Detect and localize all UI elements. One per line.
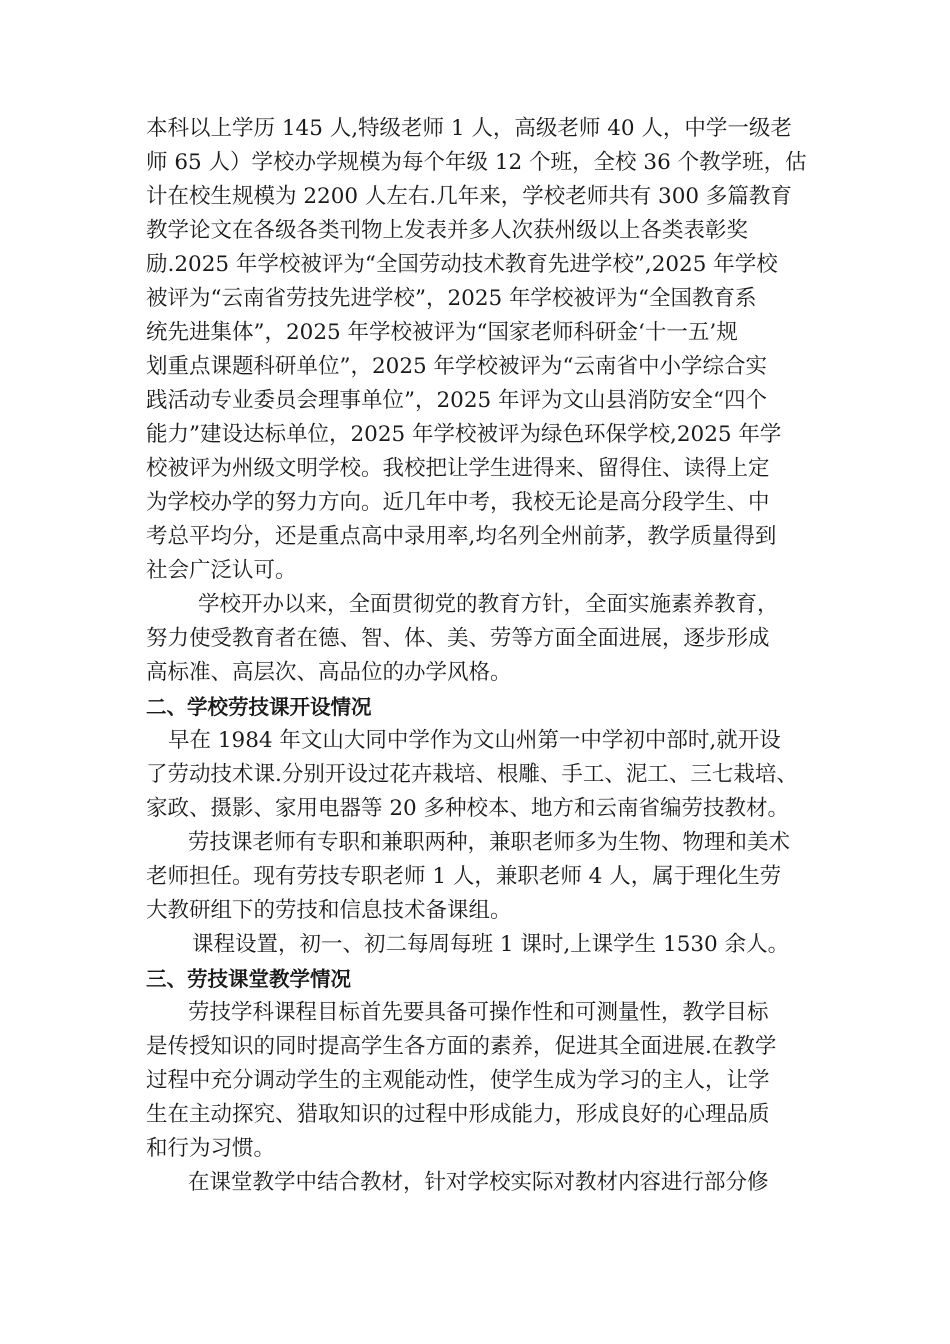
text-line: 本科以上学历 145 人,特级老师 1 人，高级老师 40 人，中学一级老 bbox=[146, 116, 792, 141]
text-line: 为学校办学的努力方向。近几年中考，我校无论是高分段学生、中 bbox=[146, 490, 770, 515]
paragraph-teaching-goals bbox=[146, 996, 814, 1166]
text-line: 早在 1984 年文山大同中学作为文山州第一中学初中部时,就开设 bbox=[168, 728, 781, 753]
text-line: 生在主动探究、猎取知识的过程中形成能力，形成良好的心理品质 bbox=[146, 1102, 770, 1127]
text-line: 校被评为州级文明学校。我校把让学生进得来、留得住、读得上定 bbox=[146, 456, 770, 481]
paragraph-school-philosophy bbox=[146, 588, 814, 690]
paragraph-classroom-teaching bbox=[146, 1166, 814, 1200]
text-line: 是传授知识的同时提高学生各方面的素养，促进其全面进展.在教学 bbox=[146, 1034, 777, 1059]
text-line: 老师担任。现有劳技专职老师 1 人，兼职老师 4 人，属于理化生劳 bbox=[146, 864, 782, 889]
text-line: 统先进集体”，2025 年学校被评为“国家老师科研金‘十一五’规 bbox=[146, 320, 738, 345]
text-line: 能力”建设达标单位，2025 年学校被评为绿色环保学校,2025 年学 bbox=[146, 422, 782, 447]
text-line: 过程中充分调动学生的主观能动性，使学生成为学习的主人，让学 bbox=[146, 1068, 770, 1093]
paragraph-teachers bbox=[146, 826, 814, 928]
text-line: 计在校生规模为 2200 人左右.几年来，学校老师共有 300 多篇教育 bbox=[146, 184, 792, 209]
paragraph-school-overview bbox=[146, 112, 814, 588]
section-heading: 三、劳技课堂教学情况 bbox=[146, 967, 351, 991]
text-line: 和行为习惯。 bbox=[146, 1136, 276, 1161]
text-line: 教学论文在各级各类刊物上发表并多人次获州级以上各类表彰奖 bbox=[146, 218, 749, 243]
text-line: 课程设置，初一、初二每周每班 1 课时,上课学生 1530 余人。 bbox=[192, 932, 790, 957]
text-line: 高标准、高层次、高品位的办学风格。 bbox=[146, 660, 512, 685]
text-line: 大教研组下的劳技和信息技术备课组。 bbox=[146, 898, 512, 923]
document-body bbox=[146, 112, 814, 1200]
text-line: 践活动专业委员会理事单位”，2025 年评为文山县消防安全“四个 bbox=[146, 388, 768, 413]
text-line: 家政、摄影、家用电器等 20 多种校本、地方和云南省编劳技教材。 bbox=[146, 796, 790, 821]
text-line: 劳技课老师有专职和兼职两种，兼职老师多为生物、物理和美术 bbox=[188, 830, 791, 855]
paragraph-course-history bbox=[146, 724, 814, 826]
text-line: 劳技学科课程目标首先要具备可操作性和可测量性，教学目标 bbox=[188, 1000, 769, 1025]
text-line: 考总平均分，还是重点高中录用率,均名列全州前茅，教学质量得到 bbox=[146, 524, 777, 549]
paragraph-course-schedule bbox=[146, 928, 814, 962]
text-line: 努力使受教育者在德、智、体、美、劳等方面全面进展，逐步形成 bbox=[146, 626, 770, 651]
text-line: 在课堂教学中结合教材，针对学校实际对教材内容进行部分修 bbox=[188, 1170, 769, 1195]
text-line: 学校开办以来，全面贯彻党的教育方针，全面实施素养教育， bbox=[198, 592, 779, 617]
text-line: 社会广泛认可。 bbox=[146, 558, 297, 583]
text-line: 了劳动技术课.分别开设过花卉栽培、根雕、手工、泥工、三七栽培、 bbox=[146, 762, 798, 787]
text-line: 师 65 人）学校办学规模为每个年级 12 个班，全校 36 个教学班，估 bbox=[146, 150, 807, 175]
text-line: 划重点课题科研单位”，2025 年学校被评为“云南省中小学综合实 bbox=[146, 354, 768, 379]
text-line: 被评为“云南省劳技先进学校”，2025 年学校被评为“全国教育系 bbox=[146, 286, 757, 311]
text-line: 励.2025 年学校被评为“全国劳动技术教育先进学校”,2025 年学校 bbox=[146, 252, 778, 277]
section-heading: 二、学校劳技课开设情况 bbox=[146, 695, 372, 719]
